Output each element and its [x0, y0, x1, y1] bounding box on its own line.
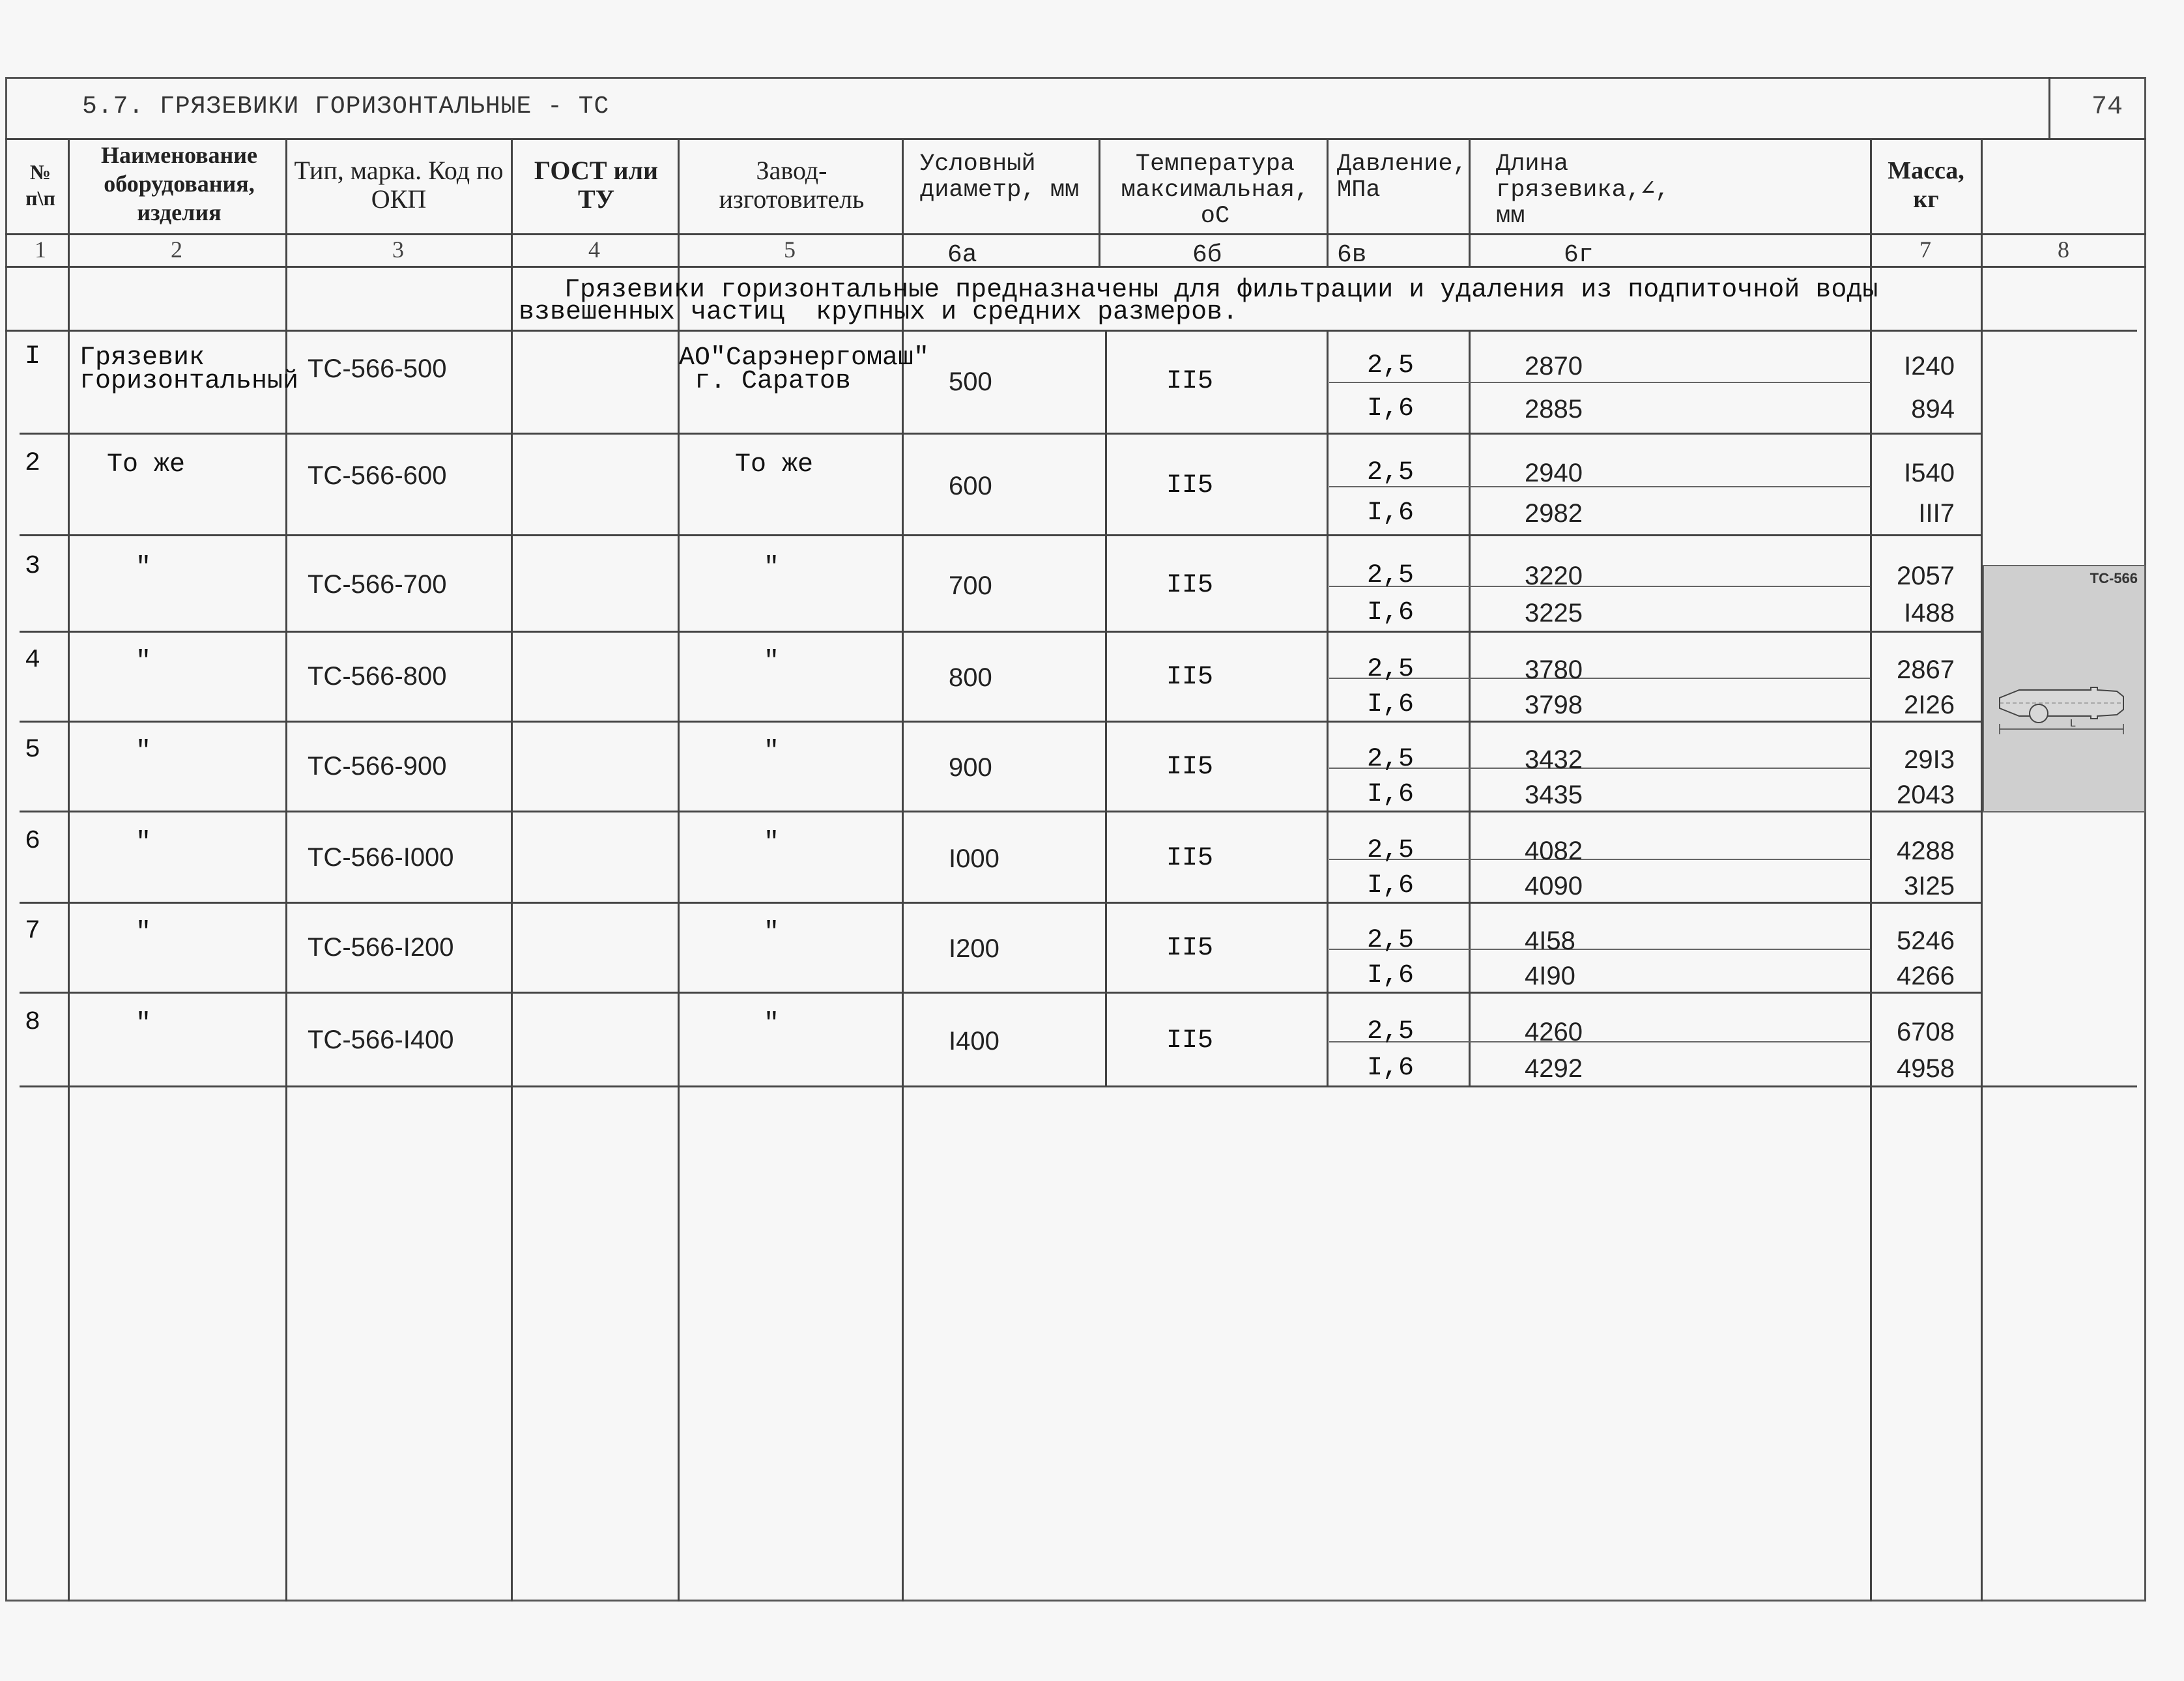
row-mass-2: 4266 [1897, 962, 1955, 990]
description-line-2: взвешенных частиц крупных и средних размеров. [519, 298, 1239, 327]
row-divider [20, 902, 1981, 904]
row-number: 4 [25, 646, 41, 675]
colnum-8: 8 [2058, 237, 2069, 263]
row-length-1: 3780 [1525, 655, 1583, 684]
row-pressure-2: I,6 [1367, 961, 1415, 990]
col-divider-10 [1981, 138, 1983, 1602]
row-pressure-1: 2,5 [1367, 351, 1415, 381]
row-maker: " [764, 553, 780, 582]
header-mass: Масса, кг [1888, 157, 1964, 213]
row-divider [20, 992, 1981, 994]
row-pressure-1: 2,5 [1367, 745, 1415, 774]
drawing-dimension-label: L [2070, 718, 2076, 729]
header-num: № п\п [25, 160, 55, 210]
row-pressure-1: 2,5 [1367, 926, 1415, 955]
row-length-1: 2870 [1525, 352, 1583, 381]
row-name: То же [107, 450, 186, 480]
row-type: ТС-566-600 [308, 461, 447, 490]
row-mass-1: 5246 [1897, 927, 1955, 955]
row-type: ТС-566-500 [308, 354, 447, 383]
row-diameter: 500 [949, 367, 992, 396]
row-mass-2: 4958 [1897, 1054, 1955, 1083]
row-maker: " [764, 918, 780, 947]
section-title: 5.7. ГРЯЗЕВИКИ ГОРИЗОНТАЛЬНЫЕ - ТС [82, 93, 610, 121]
row-length-1: 3220 [1525, 562, 1583, 590]
row-mass-1: 2057 [1897, 562, 1955, 590]
row-diameter: I400 [949, 1027, 999, 1056]
row-temperature: II5 [1166, 571, 1214, 600]
row-type: ТС-566-I200 [308, 933, 454, 962]
row-divider [20, 534, 1981, 536]
row-number: I [25, 342, 41, 371]
colnum-7: 7 [1919, 237, 1931, 263]
row-length-1: 2940 [1525, 459, 1583, 487]
row-diameter: 900 [949, 753, 992, 782]
mud-separator-drawing [1993, 664, 2138, 742]
row-name: " [136, 737, 152, 766]
row-name: Грязевик горизонтальный [79, 343, 299, 396]
col-divider-8-body [1469, 330, 1471, 1085]
row-temperature: II5 [1166, 471, 1214, 500]
header-top-line [5, 138, 2146, 140]
row-length-2: 3225 [1525, 599, 1583, 627]
product-drawing [1983, 565, 2146, 812]
page-number-divider [2048, 77, 2050, 139]
row-temperature: II5 [1166, 844, 1214, 873]
col-divider-7-body [1327, 330, 1329, 1085]
colnum-3: 3 [392, 237, 404, 263]
colnum-6v: 6в [1337, 241, 1367, 269]
header-maker: Завод- изготовитель [719, 156, 865, 214]
row-mass-2: 2043 [1897, 781, 1955, 809]
colnum-4: 4 [588, 237, 600, 263]
row-maker: " [764, 647, 780, 676]
row-maker: " [764, 737, 780, 766]
row-diameter: 600 [949, 472, 992, 500]
colnum-2: 2 [171, 237, 182, 263]
row-type: ТС-566-700 [308, 570, 447, 599]
row-divider [20, 631, 1981, 633]
header-diam: Условный диаметр, мм [920, 151, 1080, 204]
row-mass-1: 4288 [1897, 837, 1955, 865]
row-divider [20, 811, 1981, 812]
header-temp: Температура максимальная, [1121, 151, 1310, 204]
row-length-2: 4090 [1525, 872, 1583, 900]
header-temp-unit: оС [1200, 203, 1230, 230]
row-maker: АО"Сарэнергомаш" г. Саратов [679, 343, 930, 396]
header-bottom-line [5, 233, 2146, 235]
row-mass-2: I488 [1904, 599, 1955, 627]
table-end-line [20, 1085, 2137, 1087]
row-temperature: II5 [1166, 1026, 1214, 1056]
row-diameter: 800 [949, 663, 992, 692]
row-length-2: 4292 [1525, 1054, 1583, 1083]
row-temperature: II5 [1166, 753, 1214, 782]
col-divider-8 [1469, 138, 1471, 266]
row-type: ТС-566-I400 [308, 1026, 454, 1054]
col-divider-7 [1327, 138, 1329, 266]
row-mass-2: 2I26 [1904, 691, 1955, 719]
row-pressure-2: I,6 [1367, 394, 1415, 424]
row-divider [20, 433, 1981, 435]
row-number: 3 [25, 552, 41, 581]
row-mass-1: I240 [1904, 352, 1955, 381]
row-divider [20, 721, 1981, 723]
row-number: 5 [25, 736, 41, 765]
row-pressure-1: 2,5 [1367, 561, 1415, 590]
row-pressure-1: 2,5 [1367, 1017, 1415, 1046]
colnum-bottom-line [5, 266, 2146, 268]
col-divider-3 [511, 138, 513, 1602]
row-number: 2 [25, 449, 41, 478]
header-press: Давление, МПа [1337, 151, 1467, 204]
row-type: ТС-566-I000 [308, 843, 454, 872]
row-length-2: 3798 [1525, 691, 1583, 719]
colnum-5: 5 [784, 237, 796, 263]
row-mass-1: I540 [1904, 459, 1955, 487]
header-type: Тип, марка. Код по ОКП [294, 156, 504, 214]
desc-bottom-line [5, 330, 2137, 332]
description-line-1: Грязевики горизонтальные предназначены для фильтрации и удаления из подпиточной воды [564, 276, 1878, 305]
row-pressure-1: 2,5 [1367, 655, 1415, 684]
row-mass-2: III7 [1918, 499, 1955, 528]
row-length-1: 4I58 [1525, 927, 1575, 955]
row-pressure-1: 2,5 [1367, 836, 1415, 865]
row-length-1: 3432 [1525, 745, 1583, 774]
row-pressure-2: I,6 [1367, 871, 1415, 900]
row-length-1: 4260 [1525, 1018, 1583, 1046]
header-length: Длина грязевика,∠, мм [1496, 151, 1670, 230]
row-temperature: II5 [1166, 663, 1214, 692]
row-number: 6 [25, 827, 41, 856]
row-diameter: I000 [949, 844, 999, 873]
row-pressure-1: 2,5 [1367, 458, 1415, 487]
row-length-2: 2982 [1525, 499, 1583, 528]
row-temperature: II5 [1166, 934, 1214, 963]
row-length-2: 3435 [1525, 781, 1583, 809]
row-pressure-2: I,6 [1367, 598, 1415, 627]
row-length-1: 4082 [1525, 837, 1583, 865]
row-length-2: 4I90 [1525, 962, 1575, 990]
row-mass-1: 29I3 [1904, 745, 1955, 774]
row-pressure-2: I,6 [1367, 498, 1415, 528]
col-divider-9 [1870, 138, 1872, 1602]
colnum-1: 1 [35, 237, 46, 263]
drawing-nozzle [2030, 704, 2048, 723]
row-mass-2: 894 [1911, 395, 1955, 424]
row-number: 7 [25, 917, 41, 946]
col-divider-1 [68, 138, 70, 1602]
row-name: " [136, 647, 152, 676]
colnum-6b: 6б [1192, 241, 1222, 269]
colnum-6a: 6а [947, 241, 977, 269]
row-pressure-2: I,6 [1367, 780, 1415, 809]
row-temperature: II5 [1166, 367, 1214, 396]
row-maker: " [764, 1009, 780, 1039]
header-gost: ГОСТ или ТУ [534, 156, 659, 214]
row-number: 8 [25, 1008, 41, 1037]
row-diameter: I200 [949, 934, 999, 963]
drawing-label: ТС-566 [2090, 570, 2138, 586]
row-type: ТС-566-900 [308, 752, 447, 781]
row-maker: " [764, 828, 780, 857]
col-divider-6 [1099, 138, 1100, 266]
header-name: Наименование оборудования, изделия [101, 142, 257, 225]
col-divider-6-body [1105, 330, 1107, 1085]
row-mass-1: 2867 [1897, 655, 1955, 684]
row-name: " [136, 553, 152, 582]
colnum-6g: 6г [1564, 241, 1594, 269]
row-name: " [136, 918, 152, 947]
row-diameter: 700 [949, 571, 992, 600]
row-subdivider [1329, 382, 1870, 383]
row-type: ТС-566-800 [308, 662, 447, 691]
row-pressure-2: I,6 [1367, 1054, 1415, 1083]
row-maker: То же [735, 450, 814, 480]
row-name: " [136, 1009, 152, 1039]
row-mass-1: 6708 [1897, 1018, 1955, 1046]
row-pressure-2: I,6 [1367, 690, 1415, 719]
row-length-2: 2885 [1525, 395, 1583, 424]
row-mass-2: 3I25 [1904, 872, 1955, 900]
page-number: 74 [2091, 93, 2123, 122]
row-name: " [136, 828, 152, 857]
